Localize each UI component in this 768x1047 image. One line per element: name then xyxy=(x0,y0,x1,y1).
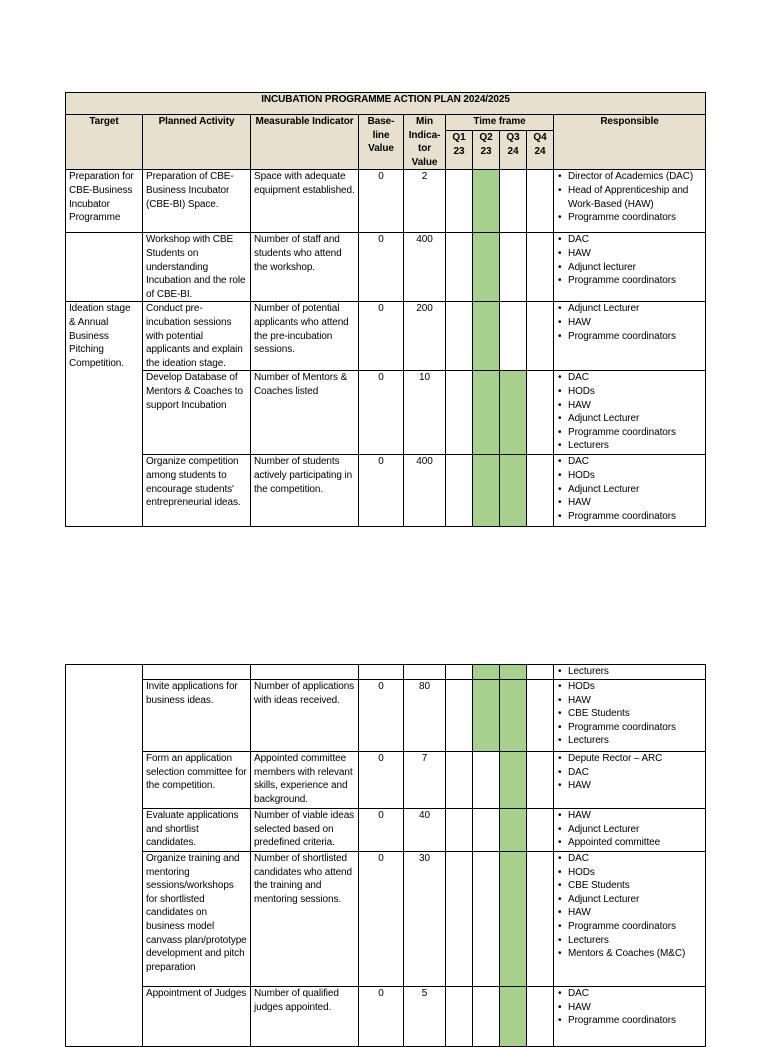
q4-cell xyxy=(527,752,554,809)
q1-cell xyxy=(446,987,473,1047)
q3-cell xyxy=(500,665,527,680)
baseline-cell: 0 xyxy=(359,809,404,852)
responsible-item: • CBE Students xyxy=(568,707,702,721)
table-title: INCUBATION PROGRAMME ACTION PLAN 2024/2025 xyxy=(66,93,706,115)
table-row xyxy=(66,371,706,455)
table-row xyxy=(66,680,706,752)
responsible-item: • DAC xyxy=(568,371,702,385)
baseline-cell: 0 xyxy=(359,371,404,455)
responsible-item: • Adjunct Lecturer xyxy=(568,893,702,907)
q2-cell xyxy=(473,455,500,527)
q4-cell xyxy=(527,170,554,233)
activity-cell: Organize training and mentoring sessions/workshops for shortlisted candidates on business model canvass plan/prototype development and pitch preparation xyxy=(143,852,251,987)
responsible-list xyxy=(557,455,702,523)
activity-cell: Preparation of CBE-Business Incubator (CBE-BI) Space. xyxy=(143,170,251,233)
q2-cell xyxy=(473,302,500,371)
responsible-item: • Programme coordinators xyxy=(568,721,702,735)
responsible-item: • Head of Apprenticeship and Work-Based (HAW) xyxy=(568,184,702,211)
min-value-cell: 400 xyxy=(404,233,446,302)
responsible-cell xyxy=(554,233,706,302)
responsible-item: • Programme coordinators xyxy=(568,920,702,934)
responsible-item: • HODs xyxy=(568,469,702,483)
q3-cell xyxy=(500,233,527,302)
q1-cell xyxy=(446,233,473,302)
table-row xyxy=(66,170,706,233)
responsible-list xyxy=(557,371,702,453)
baseline-cell: 0 xyxy=(359,455,404,527)
q2-cell xyxy=(473,680,500,752)
header-q3: Q3 24 xyxy=(500,131,527,170)
baseline-cell: 0 xyxy=(359,233,404,302)
responsible-cell xyxy=(554,455,706,527)
q3-cell xyxy=(500,455,527,527)
q1-cell xyxy=(446,302,473,371)
responsible-item: • Adjunct Lecturer xyxy=(568,483,702,497)
activity-cell: Form an application selection committee for the competition. xyxy=(143,752,251,809)
target-cell: Ideation stage & Annual Business Pitching Competition. xyxy=(66,302,143,527)
indicator-cell: Space with adequate equipment established. xyxy=(251,170,359,233)
header-q2: Q2 23 xyxy=(473,131,500,170)
q4-cell xyxy=(527,852,554,987)
q4-cell xyxy=(527,302,554,371)
responsible-item: • Programme coordinators xyxy=(568,510,702,524)
responsible-list xyxy=(557,680,702,748)
action-plan-table-page-2 xyxy=(65,664,706,1047)
header-time-frame: Time frame xyxy=(446,115,554,131)
responsible-item: • HAW xyxy=(568,247,702,261)
responsible-item: • Lecturers xyxy=(568,439,702,453)
responsible-item: • HAW xyxy=(568,399,702,413)
q4-cell xyxy=(527,371,554,455)
responsible-item: • Lecturers xyxy=(568,734,702,748)
responsible-item: • Adjunct Lecturer xyxy=(568,412,702,426)
q3-cell xyxy=(500,371,527,455)
header-planned-activity: Planned Activity xyxy=(143,115,251,170)
q2-cell xyxy=(473,987,500,1047)
min-value-cell: 30 xyxy=(404,852,446,987)
q2-cell xyxy=(473,170,500,233)
min-value-cell: 40 xyxy=(404,809,446,852)
activity-cell: Conduct pre-incubation sessions with potential applicants and explain the ideation stage. xyxy=(143,302,251,371)
indicator-cell: Number of shortlisted candidates who attend the training and mentoring sessions. xyxy=(251,852,359,987)
responsible-item: • DAC xyxy=(568,233,702,247)
responsible-item: • HAW xyxy=(568,694,702,708)
baseline-cell: 0 xyxy=(359,752,404,809)
activity-cell: Organize competition among students to encourage students' entrepreneurial ideas. xyxy=(143,455,251,527)
indicator-cell: Appointed committee members with relevant skills, experience and background. xyxy=(251,752,359,809)
q3-cell xyxy=(500,752,527,809)
responsible-item: • Appointed committee xyxy=(568,836,702,850)
min-value-cell-empty xyxy=(404,665,446,680)
responsible-item: • Programme coordinators xyxy=(568,1014,702,1028)
responsible-item: • Lecturers xyxy=(568,934,702,948)
baseline-cell: 0 xyxy=(359,680,404,752)
responsible-cell xyxy=(554,852,706,987)
q4-cell xyxy=(527,665,554,680)
indicator-cell: Number of potential applicants who attend the pre-incubation sessions. xyxy=(251,302,359,371)
responsible-list xyxy=(557,987,702,1028)
responsible-item: • HODs xyxy=(568,866,702,880)
responsible-item: • Lecturers xyxy=(568,665,702,679)
indicator-cell: Number of Mentors & Coaches listed xyxy=(251,371,359,455)
table-row xyxy=(66,455,706,527)
q3-cell xyxy=(500,170,527,233)
q2-cell xyxy=(473,809,500,852)
q3-cell xyxy=(500,809,527,852)
table-row xyxy=(66,752,706,809)
responsible-item: • Mentors & Coaches (M&C) xyxy=(568,947,702,961)
responsible-cell xyxy=(554,170,706,233)
min-value-cell: 7 xyxy=(404,752,446,809)
min-value-cell: 200 xyxy=(404,302,446,371)
q4-cell xyxy=(527,809,554,852)
target-cell: Preparation for CBE-Business Incubator Programme xyxy=(66,170,143,233)
baseline-cell: 0 xyxy=(359,987,404,1047)
responsible-list xyxy=(557,170,702,224)
table-row xyxy=(66,233,706,302)
activity-cell: Appointment of Judges xyxy=(143,987,251,1047)
q1-cell xyxy=(446,852,473,987)
header-responsible: Responsible xyxy=(554,115,706,170)
responsible-item: • Programme coordinators xyxy=(568,211,702,225)
responsible-item: • Depute Rector – ARC xyxy=(568,752,702,766)
activity-cell: Invite applications for business ideas. xyxy=(143,680,251,752)
indicator-cell-empty xyxy=(251,665,359,680)
q1-cell xyxy=(446,752,473,809)
baseline-cell: 0 xyxy=(359,852,404,987)
activity-cell-empty xyxy=(143,665,251,680)
indicator-cell: Number of students actively participating in the competition. xyxy=(251,455,359,527)
activity-cell: Evaluate applications and shortlist candidates. xyxy=(143,809,251,852)
q1-cell xyxy=(446,455,473,527)
responsible-item: • DAC xyxy=(568,852,702,866)
responsible-item: • Director of Academics (DAC) xyxy=(568,170,702,184)
header-measurable-indicator: Measurable Indicator xyxy=(251,115,359,170)
responsible-item: • HODs xyxy=(568,680,702,694)
responsible-item: • HAW xyxy=(568,496,702,510)
q1-cell xyxy=(446,371,473,455)
min-value-cell: 5 xyxy=(404,987,446,1047)
table-row xyxy=(66,302,706,371)
responsible-cell xyxy=(554,752,706,809)
min-value-cell: 400 xyxy=(404,455,446,527)
responsible-list xyxy=(557,809,702,850)
responsible-cell xyxy=(554,809,706,852)
q2-cell xyxy=(473,233,500,302)
responsible-item: • Adjunct Lecturer xyxy=(568,302,702,316)
table-row xyxy=(66,987,706,1047)
q1-cell xyxy=(446,170,473,233)
q4-cell xyxy=(527,680,554,752)
responsible-item: • HAW xyxy=(568,316,702,330)
responsible-item: • HAW xyxy=(568,779,702,793)
table-row-continuation xyxy=(66,665,706,680)
q4-cell xyxy=(527,987,554,1047)
responsible-item: • Adjunct Lecturer xyxy=(568,823,702,837)
q3-cell xyxy=(500,680,527,752)
q2-cell xyxy=(473,852,500,987)
responsible-item: • DAC xyxy=(568,987,702,1001)
header-min-indicator-value: Min Indica-tor Value xyxy=(404,115,446,170)
target-cell-empty xyxy=(66,233,143,302)
responsible-list xyxy=(557,665,702,679)
responsible-item: • HAW xyxy=(568,1001,702,1015)
q3-cell xyxy=(500,852,527,987)
indicator-cell: Number of applications with ideas received. xyxy=(251,680,359,752)
min-value-cell: 2 xyxy=(404,170,446,233)
table-row xyxy=(66,852,706,987)
responsible-item: • Programme coordinators xyxy=(568,426,702,440)
activity-cell: Workshop with CBE Students on understanding Incubation and the role of CBE-BI. xyxy=(143,233,251,302)
responsible-cell xyxy=(554,302,706,371)
indicator-cell: Number of staff and students who attend the workshop. xyxy=(251,233,359,302)
q3-cell xyxy=(500,987,527,1047)
responsible-list xyxy=(557,233,702,287)
baseline-cell-empty xyxy=(359,665,404,680)
responsible-list xyxy=(557,302,702,343)
header-baseline-value: Base-line Value xyxy=(359,115,404,170)
target-cell-empty xyxy=(66,665,143,1047)
activity-cell: Develop Database of Mentors & Coaches to support Incubation xyxy=(143,371,251,455)
q2-cell xyxy=(473,752,500,809)
q1-cell xyxy=(446,665,473,680)
baseline-cell: 0 xyxy=(359,170,404,233)
header-q1: Q1 23 xyxy=(446,131,473,170)
indicator-cell: Number of qualified judges appointed. xyxy=(251,987,359,1047)
header-target: Target xyxy=(66,115,143,170)
baseline-cell: 0 xyxy=(359,302,404,371)
responsible-item: • CBE Students xyxy=(568,879,702,893)
responsible-item: • HODs xyxy=(568,385,702,399)
indicator-cell: Number of viable ideas selected based on predefined criteria. xyxy=(251,809,359,852)
q3-cell xyxy=(500,302,527,371)
table-row xyxy=(66,809,706,852)
q1-cell xyxy=(446,680,473,752)
responsible-list xyxy=(557,752,702,793)
responsible-item: • Programme coordinators xyxy=(568,274,702,288)
responsible-item: • DAC xyxy=(568,766,702,780)
responsible-item: • HAW xyxy=(568,809,702,823)
responsible-item: • Adjunct lecturer xyxy=(568,261,702,275)
q4-cell xyxy=(527,233,554,302)
min-value-cell: 80 xyxy=(404,680,446,752)
min-value-cell: 10 xyxy=(404,371,446,455)
responsible-item: • Programme coordinators xyxy=(568,330,702,344)
responsible-cell xyxy=(554,680,706,752)
q2-cell xyxy=(473,371,500,455)
q4-cell xyxy=(527,455,554,527)
q1-cell xyxy=(446,809,473,852)
responsible-list xyxy=(557,852,702,961)
q2-cell xyxy=(473,665,500,680)
responsible-item: • HAW xyxy=(568,906,702,920)
responsible-cell xyxy=(554,665,706,680)
responsible-item: • DAC xyxy=(568,455,702,469)
responsible-cell xyxy=(554,987,706,1047)
header-q4: Q4 24 xyxy=(527,131,554,170)
responsible-cell xyxy=(554,371,706,455)
action-plan-table-page-1 xyxy=(65,92,706,527)
